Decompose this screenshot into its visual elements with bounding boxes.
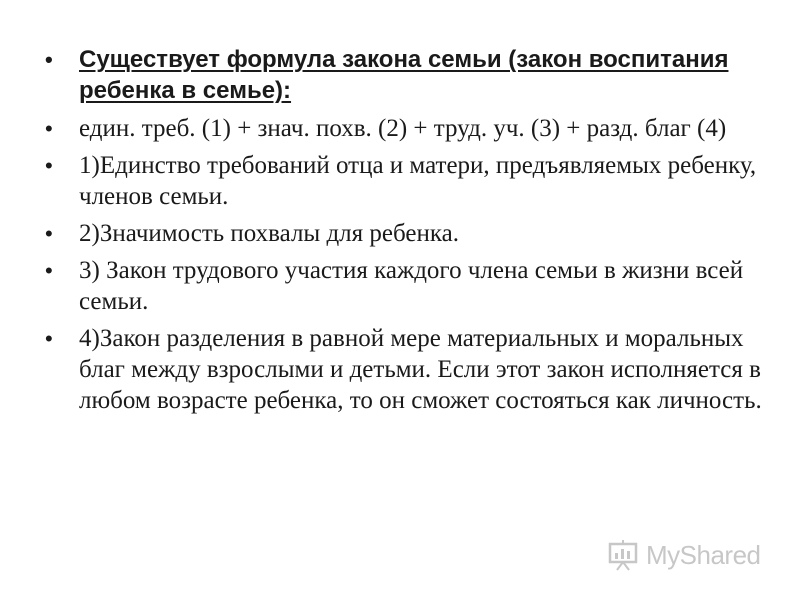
list-item-text: 2)Значимость похвалы для ребенка. [79, 220, 459, 247]
list-item-text: един. треб. (1) + знач. похв. (2) + труд. уч. (3) + разд. благ (4) [79, 115, 727, 142]
list-item-text: 4)Закон разделения в равной мере материальных и моральных благ между взрослыми и детьми. Если этот закон исполняется в любом возрасте ребенка, то он сможет состояться как личность. [79, 325, 762, 414]
list-item [45, 150, 765, 212]
list-item [45, 255, 765, 317]
list-item [45, 323, 765, 416]
slide-title-item [45, 44, 765, 106]
list-item-text: 3) Закон трудового участия каждого члена семьи в жизни всей семьи. [79, 257, 744, 315]
bullet-dot: • [45, 258, 53, 283]
bullet-dot: • [45, 326, 53, 351]
bullet-dot: • [45, 116, 53, 141]
watermark-text: MyShared [646, 539, 761, 570]
presentation-board-icon [606, 538, 640, 572]
list-item [45, 218, 765, 249]
bullet-dot: • [45, 47, 53, 72]
bullet-dot: • [45, 153, 53, 178]
slide-title: Существует формула закона семьи (закон воспитания ребенка в семье): [79, 46, 729, 104]
list-item [45, 113, 765, 144]
myshared-watermark[interactable] [606, 537, 761, 573]
list-item-text: 1)Единство требований отца и матери, предъявляемых ребенку, членов семьи. [79, 152, 757, 210]
bullet-list [45, 44, 765, 422]
bullet-dot: • [45, 221, 53, 246]
